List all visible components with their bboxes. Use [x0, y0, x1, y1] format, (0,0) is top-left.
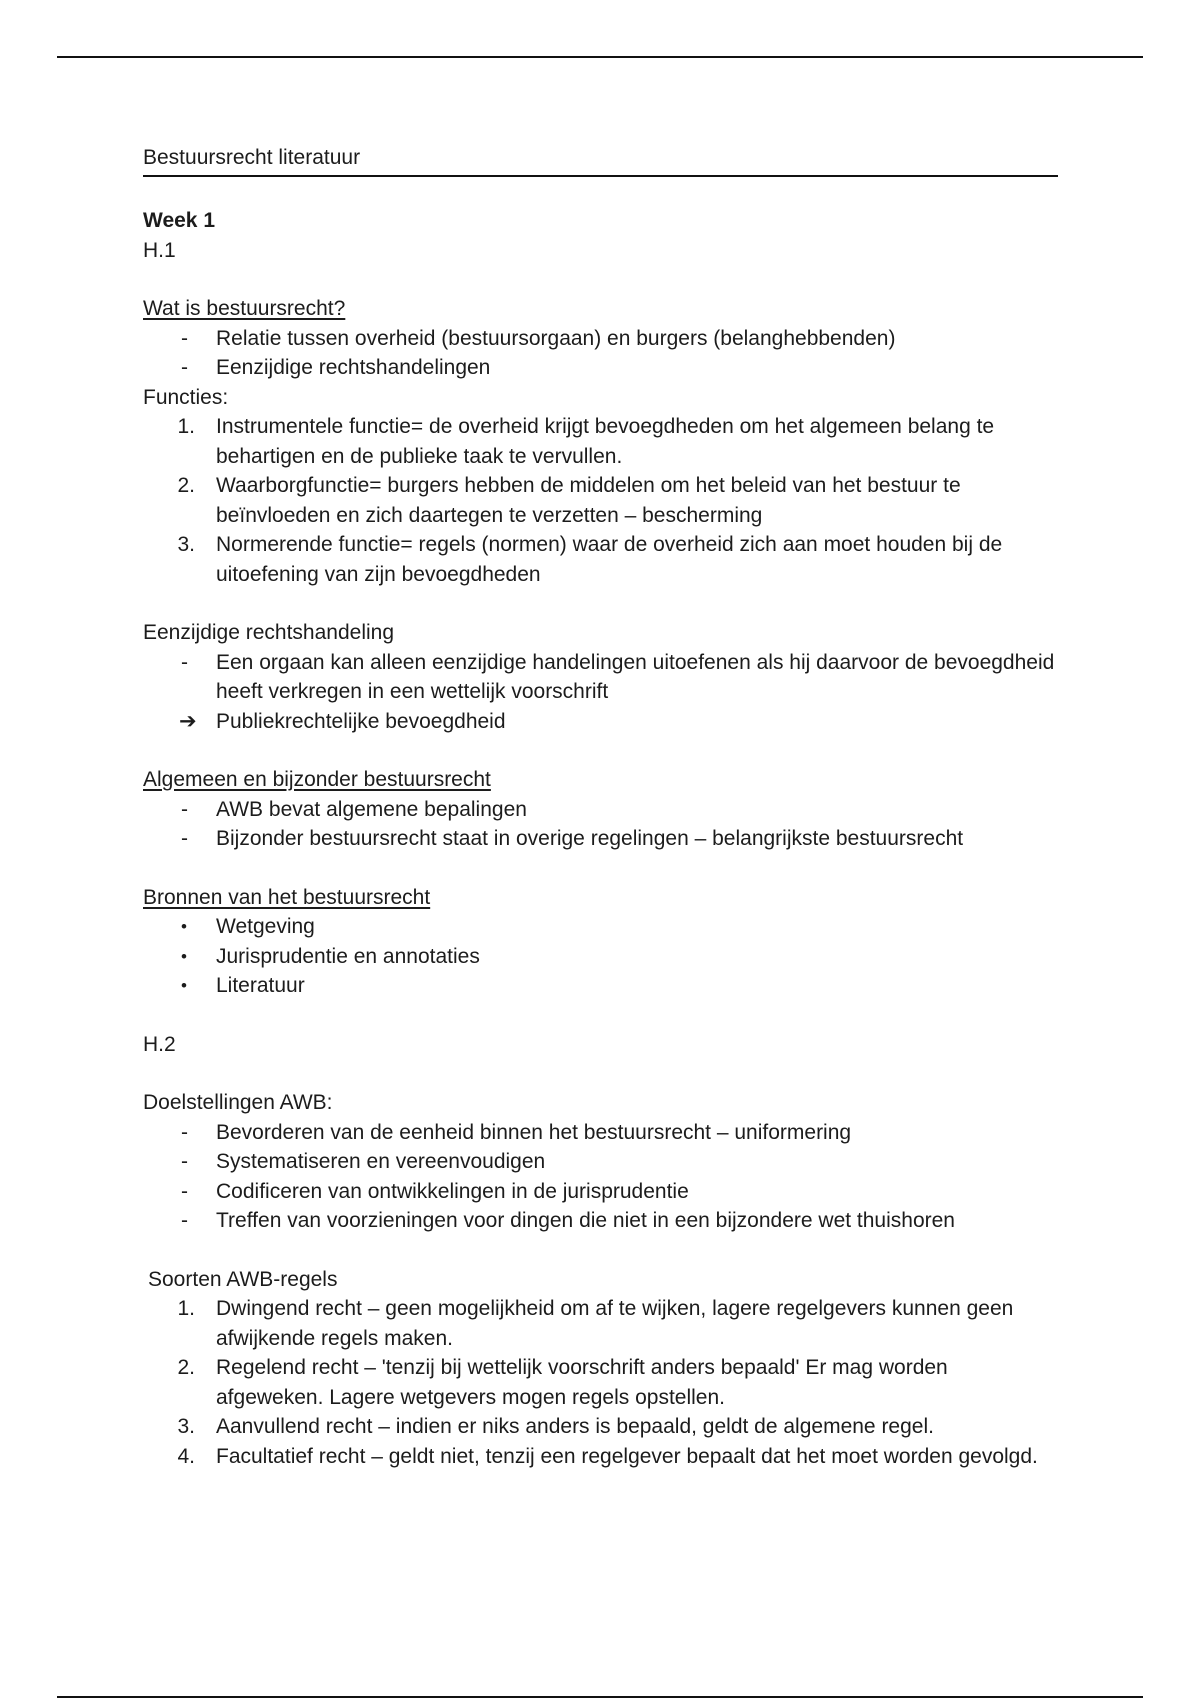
dash-marker: -: [181, 1179, 188, 1203]
number-marker: 1.: [177, 1297, 195, 1320]
list-item: [143, 1147, 1058, 1177]
spacer: [143, 1236, 1058, 1265]
chapter-heading: H.1: [143, 238, 176, 262]
section-heading: Functies:: [143, 385, 229, 409]
number-marker: 2.: [177, 474, 195, 497]
section-heading: Soorten AWB-regels: [148, 1267, 338, 1291]
list-item: [143, 795, 1058, 825]
spacer: [143, 177, 1058, 206]
dash-marker: -: [181, 827, 188, 850]
list-item: [143, 471, 1058, 530]
footer-rule: [57, 1696, 1143, 1698]
list-item: [143, 648, 1058, 707]
list-item-text: Normerende functie= regels (normen) waar de overheid zich aan moet houden bij de uitoefening van zijn bevoegdheden: [216, 533, 1003, 586]
list-item: [143, 1353, 1058, 1412]
spacer: [143, 854, 1058, 883]
bullet-marker: •: [181, 946, 187, 966]
header-rule: [57, 56, 1143, 58]
list-item-text: Literatuur: [216, 974, 305, 997]
list-item-text: Instrumentele functie= de overheid krijgt bevoegdheden om het algemeen belang te behartigen en de publieke taak te vervullen.: [216, 415, 995, 468]
spacer: [143, 1059, 1058, 1088]
list-item: [143, 1294, 1058, 1353]
document-title: Bestuursrecht literatuur: [143, 143, 1058, 177]
dash-marker: -: [181, 650, 188, 674]
list-item-text: Jurisprudentie en annotaties: [216, 944, 480, 968]
list-item-text: Relatie tussen overheid (bestuursorgaan) en burgers (belanghebbenden): [216, 326, 896, 350]
list-item: [143, 530, 1058, 589]
section-heading: Doelstellingen AWB:: [143, 1091, 333, 1114]
spacer: [143, 589, 1058, 618]
dash-marker: -: [181, 797, 188, 821]
list-item: [143, 824, 1058, 854]
bullet-marker: •: [181, 976, 187, 995]
arrow-right-icon: ➔: [179, 709, 197, 733]
list-item-text: Aanvullend recht – indien er niks anders is bepaald, geldt de algemene regel.: [216, 1415, 934, 1438]
list-item: [143, 912, 1058, 942]
number-marker: 3.: [177, 533, 195, 556]
spacer: [143, 736, 1058, 765]
dash-marker: -: [181, 1209, 188, 1232]
list-item: [143, 324, 1058, 354]
list-item-text: Treffen van voorzieningen voor dingen die niet in een bijzondere wet thuishoren: [216, 1209, 955, 1232]
number-marker: 1.: [177, 415, 195, 438]
number-marker: 2.: [177, 1356, 195, 1379]
list-item-text: Publiekrechtelijke bevoegdheid: [216, 709, 506, 733]
spacer: [143, 1001, 1058, 1030]
number-marker: 3.: [177, 1415, 195, 1438]
section-heading: Algemeen en bijzonder bestuursrecht: [143, 768, 491, 791]
dash-marker: -: [181, 326, 188, 350]
list-item: [143, 1206, 1058, 1236]
spacer: [143, 265, 1058, 294]
list-item: [143, 942, 1058, 972]
list-item: [143, 1442, 1058, 1472]
list-item-text: Wetgeving: [216, 915, 315, 938]
list-item: [143, 1412, 1058, 1442]
list-item: [143, 1118, 1058, 1148]
section-heading: Wat is bestuursrecht?: [143, 297, 346, 320]
document-body: [143, 143, 1058, 1471]
section-heading: Bronnen van het bestuursrecht: [143, 885, 431, 909]
number-marker: 4.: [177, 1444, 195, 1468]
list-item-text: Een orgaan kan alleen eenzijdige handelingen uitoefenen als hij daarvoor de bevoegdheid heeft verkregen in een wettelijk voorschrift: [216, 650, 1055, 703]
list-item-text: Dwingend recht – geen mogelijkheid om af te wijken, lagere regelgevers kunnen geen afwijkende regels maken.: [216, 1297, 1014, 1350]
list-item: [143, 707, 1058, 737]
bullet-marker: •: [181, 917, 187, 936]
list-item: [143, 1177, 1058, 1207]
list-item: [143, 412, 1058, 471]
list-item-text: Regelend recht – 'tenzij bij wettelijk voorschrift anders bepaald' Er mag worden afgeweken. Lagere wetgevers mogen regels opstellen.: [216, 1356, 948, 1409]
list-item-text: Eenzijdige rechtshandelingen: [216, 356, 491, 379]
list-item-text: Bijzonder bestuursrecht staat in overige regelingen – belangrijkste bestuursrecht: [216, 827, 964, 850]
week-heading: Week 1: [143, 209, 215, 232]
list-item-text: AWB bevat algemene bepalingen: [216, 797, 527, 821]
section-heading: Eenzijdige rechtshandeling: [143, 621, 395, 644]
list-item-text: Codificeren van ontwikkelingen in de jurisprudentie: [216, 1179, 689, 1203]
dash-marker: -: [181, 1120, 188, 1144]
list-item-text: Facultatief recht – geldt niet, tenzij een regelgever bepaalt dat het moet worden gevolgd.: [216, 1444, 1038, 1468]
dash-marker: -: [181, 1150, 188, 1173]
dash-marker: -: [181, 356, 188, 379]
list-item: [143, 353, 1058, 383]
list-item-text: Bevorderen van de eenheid binnen het bestuursrecht – uniformering: [216, 1120, 852, 1144]
list-item: [143, 971, 1058, 1001]
chapter-heading: H.2: [143, 1032, 176, 1056]
list-item-text: Systematiseren en vereenvoudigen: [216, 1150, 546, 1173]
list-item-text: Waarborgfunctie= burgers hebben de middelen om het beleid van het bestuur te beïnvloeden en zich daartegen te verzetten – bescherming: [216, 474, 961, 527]
